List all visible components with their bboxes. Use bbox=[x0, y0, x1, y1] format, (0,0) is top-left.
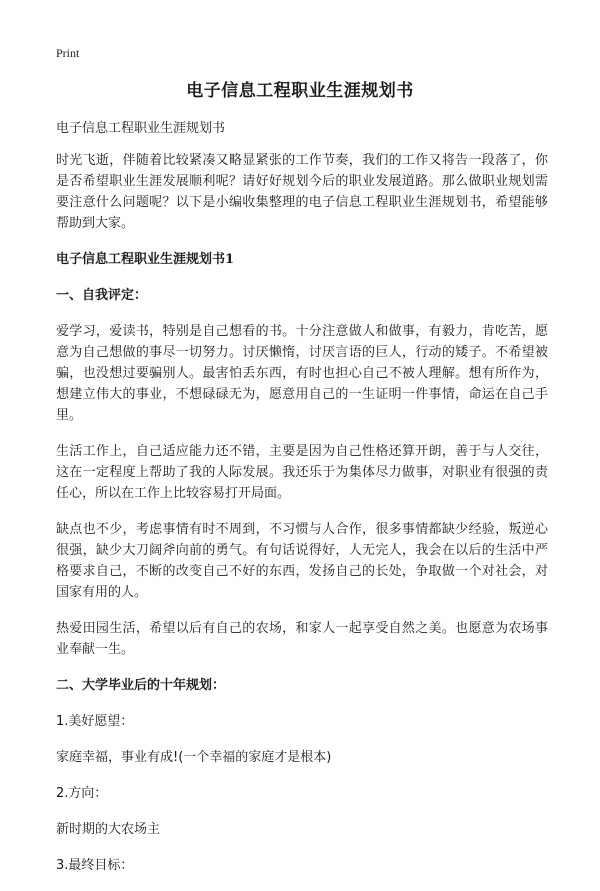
print-link[interactable]: Print bbox=[56, 46, 80, 60]
list-item-label: 2.方向： bbox=[56, 786, 108, 801]
heading-ten-year-plan: 二、大学毕业后的十年规划： bbox=[56, 678, 226, 693]
heading-self-assessment: 一、自我评定： bbox=[56, 288, 148, 303]
document-title: 电子信息工程职业生涯规划书 bbox=[186, 81, 414, 101]
intro-paragraph: 时光飞逝，伴随着比较紧凑又略显紧张的工作节奏，我们的工作又将告一段落了，你是否希望职业生涯发展顺利呢？请好好规划今后的职业发展道路。那么做职业规划需要注意什么问题呢？以下是小编收集整理的电子信息工程职业生涯规划书，希望能够帮助到大家。 bbox=[56, 153, 548, 231]
document-body bbox=[56, 118, 548, 891]
list-item-value: 新时期的大农场主 bbox=[56, 822, 161, 837]
list-item-label: 3.最终目标： bbox=[56, 858, 134, 873]
document-subtitle: 电子信息工程职业生涯规划书 bbox=[56, 121, 226, 136]
list-item-label: 1.美好愿望： bbox=[56, 714, 134, 729]
paragraph: 热爱田园生活，希望以后有自己的农场，和家人一起享受自然之美。也愿意为农场事业奉献一生。 bbox=[56, 621, 548, 657]
paragraph: 缺点也不少，考虑事情有时不周到，不习惯与人合作，很多事情都缺少经验，叛逆心很强，缺少大刀阔斧向前的勇气。有句话说得好，人无完人，我会在以后的生活中严格要求自己，不断的改变自己不好的东西，发扬自己的长处，争取做一个对社会，对国家有用的人。 bbox=[56, 522, 548, 600]
paragraph: 生活工作上，自己适应能力还不错，主要是因为自己性格还算开朗，善于与人交往，这在一定程度上帮助了我的人际发展。我还乐于为集体尽力做事，对职业有很强的责任心，所以在工作上比较容易打开局面。 bbox=[56, 444, 548, 501]
list-item-value: 家庭幸福，事业有成!(一个幸福的家庭才是根本) bbox=[56, 750, 332, 765]
section-title: 电子信息工程职业生涯规划书1 bbox=[56, 252, 235, 267]
paragraph: 爱学习，爱读书，特别是自己想看的书。十分注意做人和做事，有毅力，肯吃苦，愿意为自己想做的事尽一切努力。讨厌懒惰，讨厌言语的巨人，行动的矮子。不希望被骗，也没想过要骗别人。最害怕丢东西，有时也担心自己不被人理解。想有所作为，想建立伟大的事业，不想碌碌无为，愿意用自己的一生证明一件事情，命运在自己手里。 bbox=[56, 324, 548, 423]
